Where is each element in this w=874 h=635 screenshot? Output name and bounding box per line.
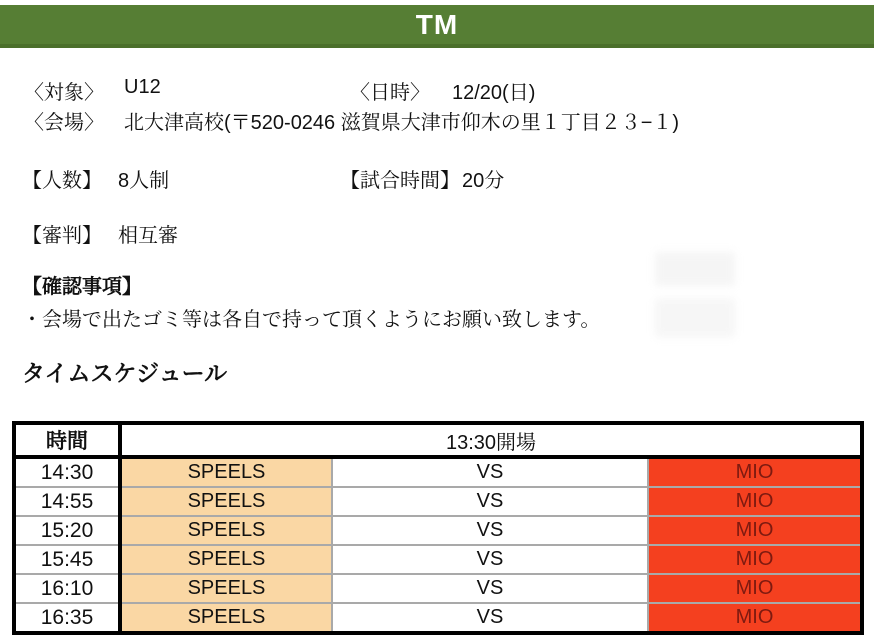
schedule-table — [12, 421, 864, 635]
table-row — [14, 487, 862, 516]
scan-smudge-artifact — [655, 252, 735, 337]
home-team: SPEELS — [120, 603, 332, 633]
match-time: 15:45 — [14, 545, 120, 574]
home-team: SPEELS — [120, 487, 332, 516]
vs-label: VS — [332, 603, 648, 633]
datetime-value: 12/20(日) — [452, 82, 536, 104]
vs-label: VS — [332, 545, 648, 574]
away-team: MIO — [648, 516, 862, 545]
players-value: 8人制 — [118, 170, 170, 192]
match-time: 16:10 — [14, 574, 120, 603]
time-column-header: 時間 — [14, 423, 120, 457]
datetime-label: 〈日時〉 — [350, 82, 430, 104]
page-title: TM — [415, 8, 459, 40]
table-row — [14, 516, 862, 545]
away-team: MIO — [648, 545, 862, 574]
home-team: SPEELS — [120, 516, 332, 545]
vs-label: VS — [332, 487, 648, 516]
matchtime-label: 【試合時間】 — [340, 170, 460, 192]
match-time: 14:55 — [14, 487, 120, 516]
table-row — [14, 574, 862, 603]
home-team: SPEELS — [120, 545, 332, 574]
table-header-row — [14, 423, 862, 457]
vs-label: VS — [332, 574, 648, 603]
target-value: U12 — [124, 76, 161, 98]
away-team: MIO — [648, 457, 862, 487]
referee-label: 【審判】 — [22, 225, 102, 247]
home-team: SPEELS — [120, 457, 332, 487]
notes-item: ・会場で出たゴミ等は各自で持って頂くようにお願い致します。 — [22, 309, 601, 331]
vs-label: VS — [332, 516, 648, 545]
table-row — [14, 545, 862, 574]
match-time: 16:35 — [14, 603, 120, 633]
away-team: MIO — [648, 603, 862, 633]
open-time-header: 13:30開場 — [120, 423, 862, 457]
vs-label: VS — [332, 457, 648, 487]
matchtime-value: 20分 — [462, 170, 505, 192]
away-team: MIO — [648, 487, 862, 516]
notes-label: 【確認事項】 — [22, 276, 142, 298]
venue-label: 〈会場〉 — [24, 112, 104, 134]
title-bar — [0, 5, 874, 48]
match-time: 14:30 — [14, 457, 120, 487]
home-team: SPEELS — [120, 574, 332, 603]
players-label: 【人数】 — [22, 170, 102, 192]
target-label: 〈対象〉 — [24, 82, 104, 104]
table-row — [14, 603, 862, 633]
match-time: 15:20 — [14, 516, 120, 545]
table-row — [14, 457, 862, 487]
schedule-heading: タイムスケジュール — [22, 360, 228, 386]
away-team: MIO — [648, 574, 862, 603]
referee-value: 相互審 — [118, 225, 178, 247]
venue-value: 北大津高校(〒520-0246 滋賀県大津市仰木の里１丁目２３−１) — [124, 112, 680, 134]
